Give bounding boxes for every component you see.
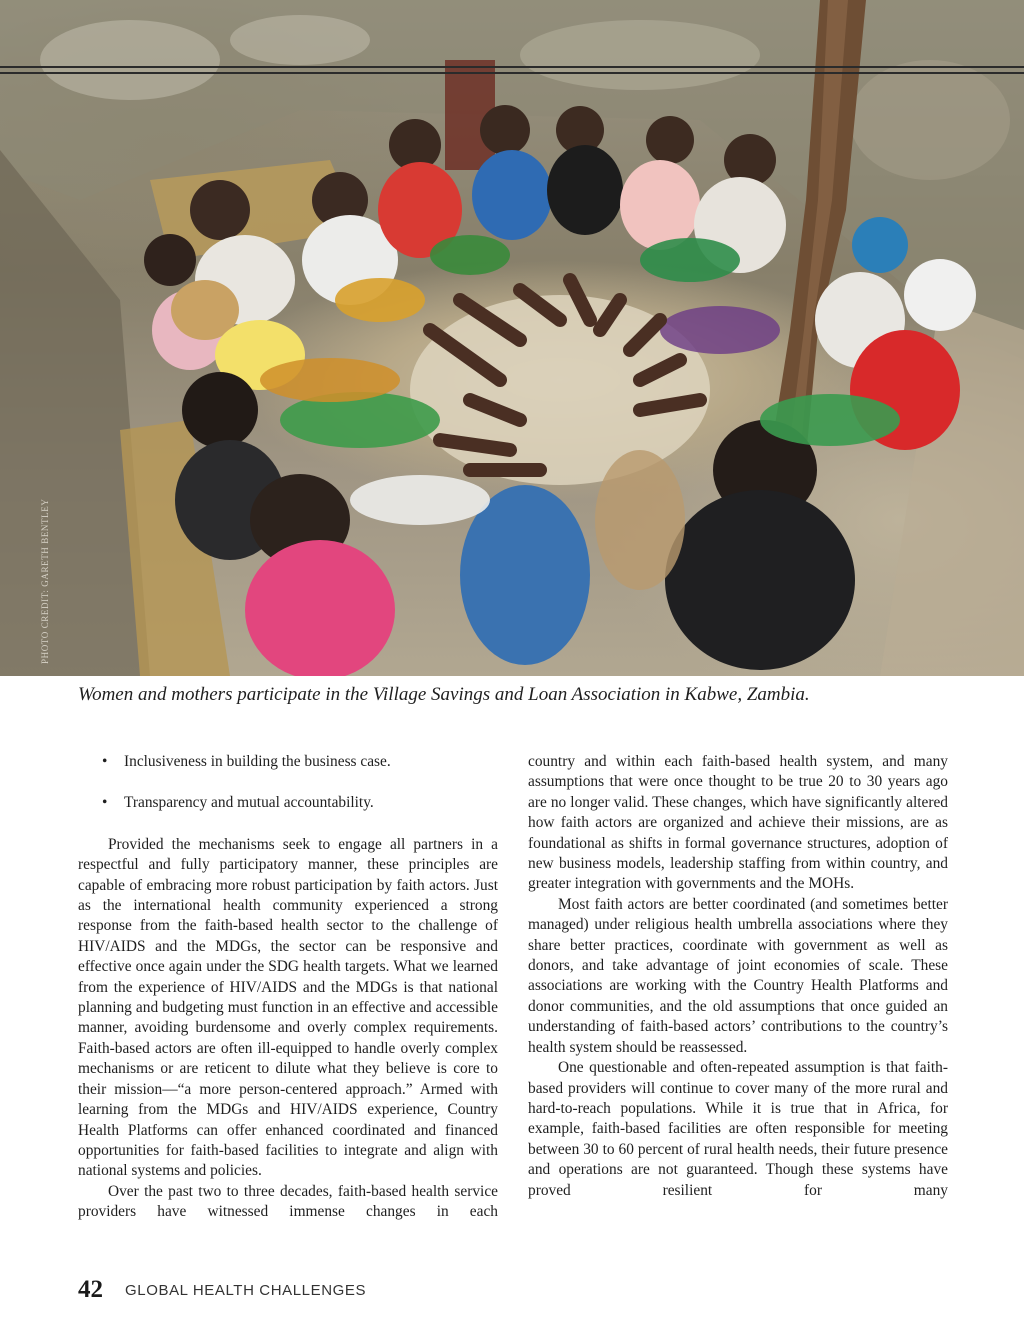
list-item-text: Inclusiveness in building the business case.	[124, 753, 391, 770]
header-rule-bottom	[0, 72, 1024, 74]
paragraph: One questionable and often-repeated assumption is that faith-based providers will continue to cover many of the more rural and hard-to-reach populations. While it is true that in Africa, for example, faith-based facilities are often responsible for meeting between 30 to 60 percent of rural health needs, their future presence and operations are not guaranteed. Though these systems have proved resilient for many	[528, 1059, 948, 1199]
bullet-icon: •	[102, 794, 108, 812]
page-footer	[78, 1276, 366, 1308]
right-column	[528, 752, 948, 1201]
publication-title: GLOBAL HEALTH CHALLENGES	[125, 1282, 367, 1299]
left-column	[78, 752, 498, 1223]
bullet-list	[78, 752, 498, 814]
paragraph: country and within each faith-based health system, and many assumptions that were once thought to be true 20 to 30 years ago are no longer valid. These changes, which have significantly altered how faith actors are organized and achieve their missions, are as foundational as shifts in formal governance structures, adoption of new business models, leadership staffing from within country, and greater integration with governments and the MOHs.	[528, 753, 948, 893]
paragraph: Provided the mechanisms seek to engage all partners in a respectful and fully participatory manner, these principles are capable of embracing more robust participation by faith actors. Just as the international health community experienced a strong response from the faith-based health sector to the challenge of HIV/AIDS and the MDGs, the sector can be responsive and effective once again under the SDG health targets. What we learned from the experience of HIV/AIDS and the MDGs is that national planning and budgeting must function in an effective and accessible manner, avoiding burdensome and overly complex requirements. Faith-based actors are often ill-equipped to handle overly complex mechanisms or are reticent to dilute what they believe is core to their mission—“a more person-centered approach.” Armed with learning from the MDGs and HIV/AIDS experience, Country Health Platforms can offer enhanced coordinated and financed opportunities for faith-based facilities to integrate and align with national systems and policies.	[78, 835, 498, 1180]
header-rule-top	[0, 66, 1024, 68]
paragraph: Over the past two to three decades, faith-based health service providers have witnessed immense changes in each	[78, 1182, 498, 1221]
bullet-icon: •	[102, 753, 108, 770]
list-item-text: Transparency and mutual accountability.	[124, 794, 374, 812]
photo-credit: PHOTO CREDIT: GARETH BENTLEY	[40, 498, 50, 664]
page-number: 42	[78, 1276, 103, 1303]
list-item	[78, 752, 498, 772]
paragraph: Most faith actors are better coordinated (and sometimes better managed) under religious health umbrella associations where they share better practices, coordinate with government as well as donors, and take advantage of joint economies of scale. These associations are working with the Country Health Platforms and donor communities, and the old assumptions that once guided an understanding of faith-based actors’ contributions to the country’s health system should be reassessed.	[528, 895, 948, 1056]
list-item	[78, 793, 498, 813]
photo-caption: Women and mothers participate in the Village Savings and Loan Association in Kabwe, Zambia.	[78, 684, 810, 705]
